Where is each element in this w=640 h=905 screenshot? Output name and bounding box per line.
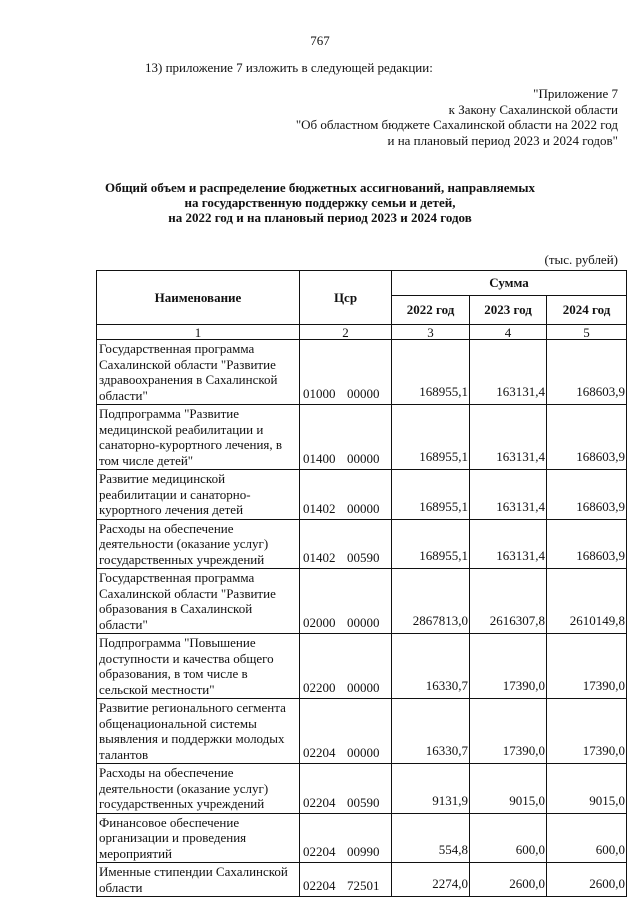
value-2024: 17390,0 bbox=[547, 699, 627, 764]
header-sum: Сумма bbox=[392, 271, 627, 296]
table-row bbox=[97, 470, 627, 520]
value-2023: 17390,0 bbox=[470, 699, 547, 764]
row-csr bbox=[300, 405, 392, 470]
row-name: Расходы на обеспечение деятельности (оказание услуг) государственных учреждений bbox=[97, 764, 300, 814]
row-csr bbox=[300, 699, 392, 764]
table-row bbox=[97, 813, 627, 863]
units-label: (тыс. рублей) bbox=[544, 252, 618, 267]
csr-direction-code: 00990 bbox=[347, 844, 380, 859]
value-2023: 163131,4 bbox=[470, 519, 547, 569]
value-2023: 9015,0 bbox=[470, 764, 547, 814]
column-number: 5 bbox=[547, 325, 627, 340]
value-2022: 168955,1 bbox=[392, 405, 470, 470]
title-line: на 2022 год и на плановый период 2023 и 2024 годов bbox=[168, 210, 472, 225]
csr-direction-code: 00000 bbox=[347, 615, 380, 630]
row-csr bbox=[300, 569, 392, 634]
value-2024: 168603,9 bbox=[547, 519, 627, 569]
row-csr bbox=[300, 340, 392, 405]
value-2023: 163131,4 bbox=[470, 340, 547, 405]
value-2024: 168603,9 bbox=[547, 405, 627, 470]
row-csr bbox=[300, 764, 392, 814]
table-row bbox=[97, 699, 627, 764]
header-year-2024: 2024 год bbox=[547, 296, 627, 325]
csr-direction-code: 00590 bbox=[347, 550, 380, 565]
row-csr bbox=[300, 519, 392, 569]
row-name: Развитие медицинской реабилитации и санаторно-курортного лечения детей bbox=[97, 470, 300, 520]
value-2023: 17390,0 bbox=[470, 634, 547, 699]
csr-program-code: 01402 bbox=[303, 550, 336, 565]
csr-direction-code: 00000 bbox=[347, 500, 380, 516]
value-2024: 168603,9 bbox=[547, 340, 627, 405]
row-csr bbox=[300, 634, 392, 699]
title-line: на государственную поддержку семьи и детей, bbox=[184, 195, 456, 210]
value-2022: 168955,1 bbox=[392, 470, 470, 520]
value-2022: 168955,1 bbox=[392, 519, 470, 569]
csr-program-code: 02200 bbox=[303, 680, 336, 695]
appendix-line: "Об областном бюджете Сахалинской области на 2022 год bbox=[295, 117, 618, 132]
header-year-2023: 2023 год bbox=[470, 296, 547, 325]
value-2023: 2600,0 bbox=[470, 863, 547, 897]
csr-direction-code: 00000 bbox=[347, 451, 380, 466]
row-name: Именные стипендии Сахалинской области bbox=[97, 863, 300, 897]
table-row bbox=[97, 519, 627, 569]
value-2022: 16330,7 bbox=[392, 634, 470, 699]
value-2022: 554,8 bbox=[392, 813, 470, 863]
value-2022: 16330,7 bbox=[392, 699, 470, 764]
row-name: Государственная программа Сахалинской области "Развитие здравоохранения в Сахалинской области" bbox=[97, 340, 300, 405]
table-row bbox=[97, 569, 627, 634]
table-row bbox=[97, 405, 627, 470]
value-2024: 17390,0 bbox=[547, 634, 627, 699]
csr-direction-code: 72501 bbox=[347, 878, 380, 893]
table-row bbox=[97, 764, 627, 814]
column-number: 2 bbox=[300, 325, 392, 340]
appendix-reference bbox=[296, 86, 618, 148]
csr-program-code: 02204 bbox=[303, 878, 336, 893]
csr-program-code: 02204 bbox=[303, 794, 336, 810]
appendix-line: и на плановый период 2023 и 2024 годов" bbox=[387, 132, 618, 148]
value-2023: 2616307,8 bbox=[470, 569, 547, 634]
row-csr bbox=[300, 863, 392, 897]
intro-text: 13) приложение 7 изложить в следующей редакции: bbox=[145, 60, 433, 75]
budget-table bbox=[96, 270, 627, 897]
csr-program-code: 02204 bbox=[303, 844, 336, 859]
document-title bbox=[0, 180, 640, 225]
csr-program-code: 01400 bbox=[303, 451, 336, 466]
header-csr: Цср bbox=[300, 271, 392, 325]
column-number: 3 bbox=[392, 325, 470, 340]
csr-program-code: 02000 bbox=[303, 615, 336, 630]
column-number-row bbox=[97, 325, 627, 340]
csr-direction-code: 00000 bbox=[347, 386, 380, 401]
value-2022: 2274,0 bbox=[392, 863, 470, 897]
value-2024: 9015,0 bbox=[547, 764, 627, 814]
value-2023: 163131,4 bbox=[470, 470, 547, 520]
appendix-line: к Закону Сахалинской области bbox=[448, 101, 618, 117]
row-name: Расходы на обеспечение деятельности (оказание услуг) государственных учреждений bbox=[97, 519, 300, 569]
value-2023: 600,0 bbox=[470, 813, 547, 863]
column-number: 1 bbox=[97, 325, 300, 340]
header-year-2022: 2022 год bbox=[392, 296, 470, 325]
value-2024: 600,0 bbox=[547, 813, 627, 863]
value-2022: 168955,1 bbox=[392, 340, 470, 405]
title-line: Общий объем и распределение бюджетных ассигнований, направляемых bbox=[104, 180, 536, 195]
row-name: Развитие регионального сегмента общенациональной системы выявления и поддержки молодых талантов bbox=[97, 699, 300, 764]
header-name: Наименование bbox=[97, 271, 300, 325]
value-2022: 9131,9 bbox=[392, 764, 470, 814]
table-row bbox=[97, 340, 627, 405]
appendix-line: "Приложение 7 bbox=[533, 86, 618, 101]
csr-program-code: 01000 bbox=[303, 386, 336, 401]
csr-direction-code: 00590 bbox=[347, 794, 380, 810]
row-name: Финансовое обеспечение организации и проведения мероприятий bbox=[97, 813, 300, 863]
value-2022: 2867813,0 bbox=[392, 569, 470, 634]
value-2024: 2610149,8 bbox=[547, 569, 627, 634]
table-row bbox=[97, 863, 627, 897]
value-2023: 163131,4 bbox=[470, 405, 547, 470]
value-2024: 2600,0 bbox=[547, 863, 627, 897]
table-row bbox=[97, 634, 627, 699]
column-number: 4 bbox=[470, 325, 547, 340]
row-name: Государственная программа Сахалинской области "Развитие образования в Сахалинской области" bbox=[97, 569, 300, 634]
page-number: 767 bbox=[310, 33, 330, 48]
row-name: Подпрограмма "Повышение доступности и качества общего образования, в том числе в сельской местности" bbox=[97, 634, 300, 699]
row-name: Подпрограмма "Развитие медицинской реабилитации и санаторно-курортного лечения, в том числе детей" bbox=[97, 405, 300, 470]
csr-program-code: 01402 bbox=[303, 500, 336, 516]
table-body bbox=[97, 340, 627, 897]
row-csr bbox=[300, 470, 392, 520]
value-2024: 168603,9 bbox=[547, 470, 627, 520]
csr-direction-code: 00000 bbox=[347, 680, 380, 695]
csr-direction-code: 00000 bbox=[347, 745, 380, 760]
csr-program-code: 02204 bbox=[303, 745, 336, 760]
row-csr bbox=[300, 813, 392, 863]
